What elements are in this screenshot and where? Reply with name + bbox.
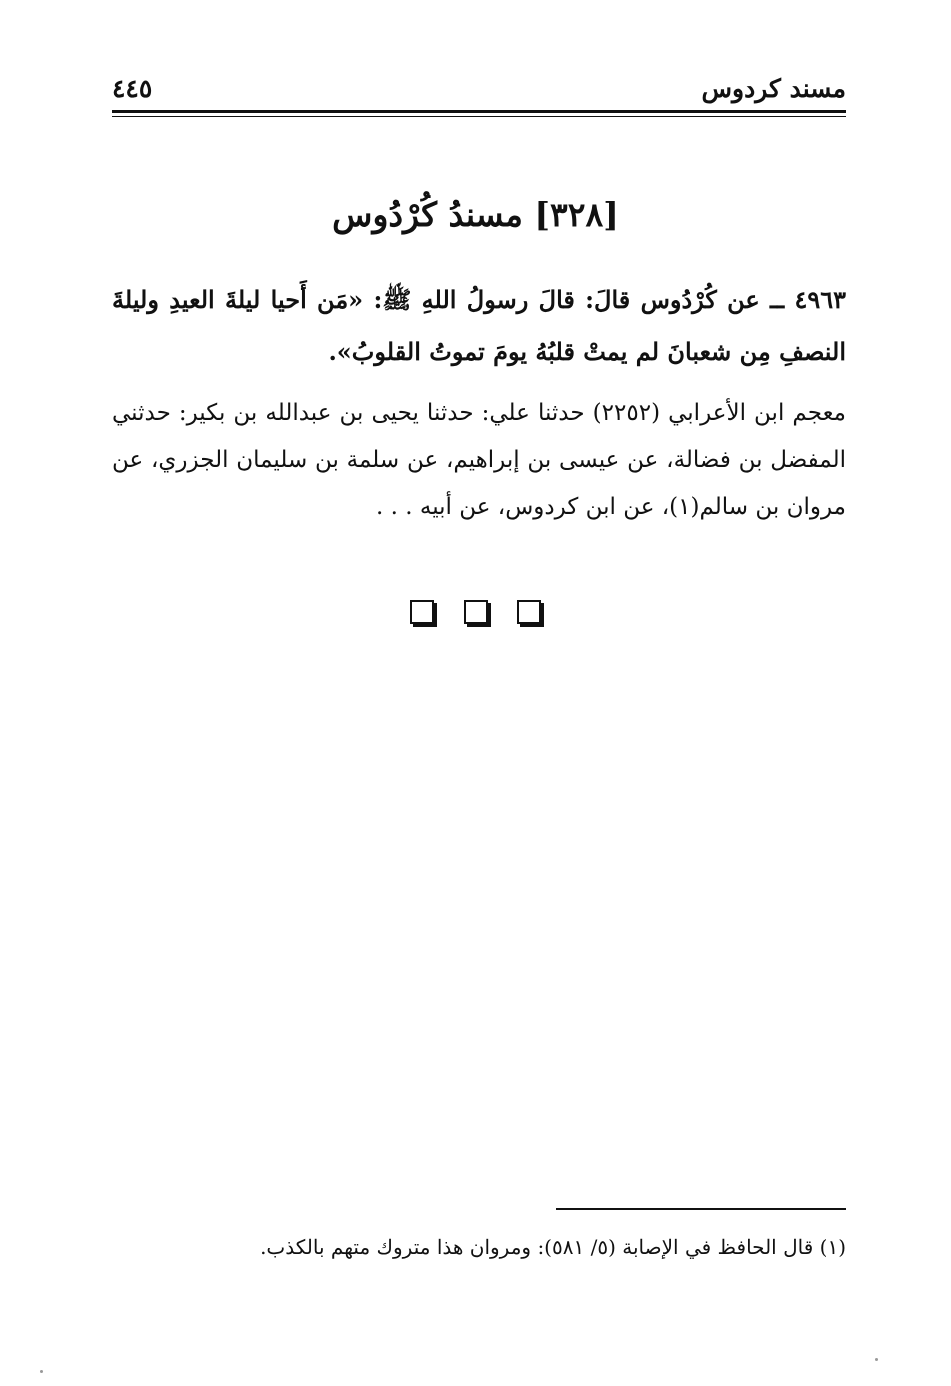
header-rule-thin [112,116,846,117]
running-header-title: مسند كردوس [701,74,846,103]
header-rule-thick [112,110,846,113]
section-separator [0,600,951,628]
scan-speck [40,1370,43,1373]
footnote-text: (١) قال الحافظ في الإصابة (٥/ ٥٨١): ومروان هذا متروك متهم بالكذب. [260,1235,846,1259]
separator-box-icon [517,600,541,624]
footnote-rule [556,1208,846,1210]
page-number: ٤٤٥ [112,74,153,103]
separator-box-icon [410,600,434,624]
section-heading: [٣٢٨] مسندُ كُرْدُوس [332,195,619,234]
separator-box-icon [464,600,488,624]
source-text: معجم ابن الأعرابي (٢٢٥٢) حدثنا علي: حدثنا يحيى بن عبدالله بن بكير: حدثني المفضل بن فضالة، عن عيسى بن إبراهيم، عن سلمة بن سليمان الجزري، عن مروان بن سالم(١)، عن ابن كردوس، عن أبيه . . . [112,400,846,520]
hadith-text: ٤٩٦٣ ــ عن كُرْدُوس قالَ: قالَ رسولُ اللهِ ﷺ: «مَن أَحيا ليلةَ العيدِ وليلةَ النصفِ مِن شعبانَ لم يمتْ قلبُهُ يومَ تموتُ القلوبُ». [112,285,846,366]
scan-speck [875,1358,878,1361]
